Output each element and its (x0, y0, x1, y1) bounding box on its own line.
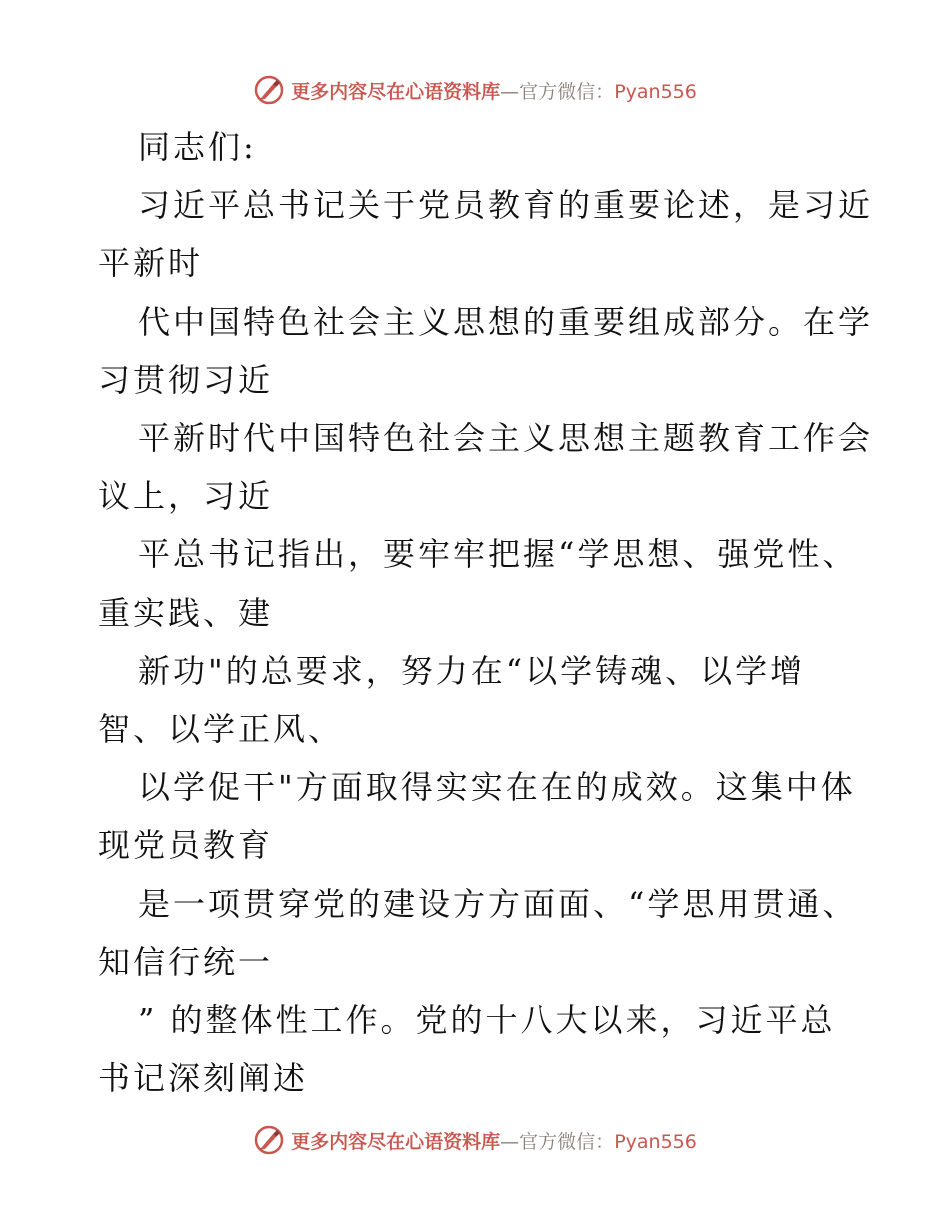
pen-logo-icon (253, 74, 285, 106)
banner-wechat-label: 官方微信： (519, 1130, 615, 1153)
banner-wechat-id: Pyan556 (614, 1130, 697, 1153)
text-line: 议上，习近 (98, 477, 274, 515)
text-line: 习近平总书记关于党员教育的重要论述，是习近 (138, 186, 874, 224)
text-line: 同志们: (138, 128, 257, 166)
text-line: 新功"的总要求，努力在“以学铸魂、以学增 (138, 652, 806, 690)
banner-site-name: 更多内容尽在心语资料库 (291, 80, 501, 103)
text-line: ” 的整体性工作。党的十八大以来，习近平总 (138, 1001, 836, 1039)
text-line: 代中国特色社会主义思想的重要组成部分。在学 (138, 303, 874, 341)
header-banner (0, 70, 950, 110)
banner-separator: — (500, 1130, 520, 1153)
text-line: 平总书记指出，要牢牢把握“学思想、强党性、 (138, 535, 858, 573)
text-line: 平新时代中国特色社会主义思想主题教育工作会 (138, 419, 874, 457)
pen-logo-icon (253, 1124, 285, 1156)
banner-wechat-label: 官方微信： (519, 80, 615, 103)
text-line: 平新时 (98, 244, 204, 282)
banner-text (291, 77, 697, 104)
text-line: 现党员教育 (98, 826, 274, 864)
text-line: 以学促干"方面取得实实在在的成效。这集中体 (138, 768, 856, 806)
banner-text (291, 1127, 697, 1154)
text-line: 智、以学正风、 (98, 710, 344, 748)
text-line: 习贯彻习近 (98, 361, 274, 399)
footer-banner (0, 1120, 950, 1160)
text-line: 书记深刻阐述 (98, 1059, 309, 1097)
banner-site-name: 更多内容尽在心语资料库 (291, 1130, 501, 1153)
banner-wechat-id: Pyan556 (614, 80, 697, 103)
text-line: 重实践、建 (98, 594, 274, 632)
text-line: 知信行统一 (98, 943, 274, 981)
text-line: 是一项贯穿党的建设方方面面、“学思用贯通、 (138, 885, 858, 923)
banner-separator: — (500, 80, 520, 103)
